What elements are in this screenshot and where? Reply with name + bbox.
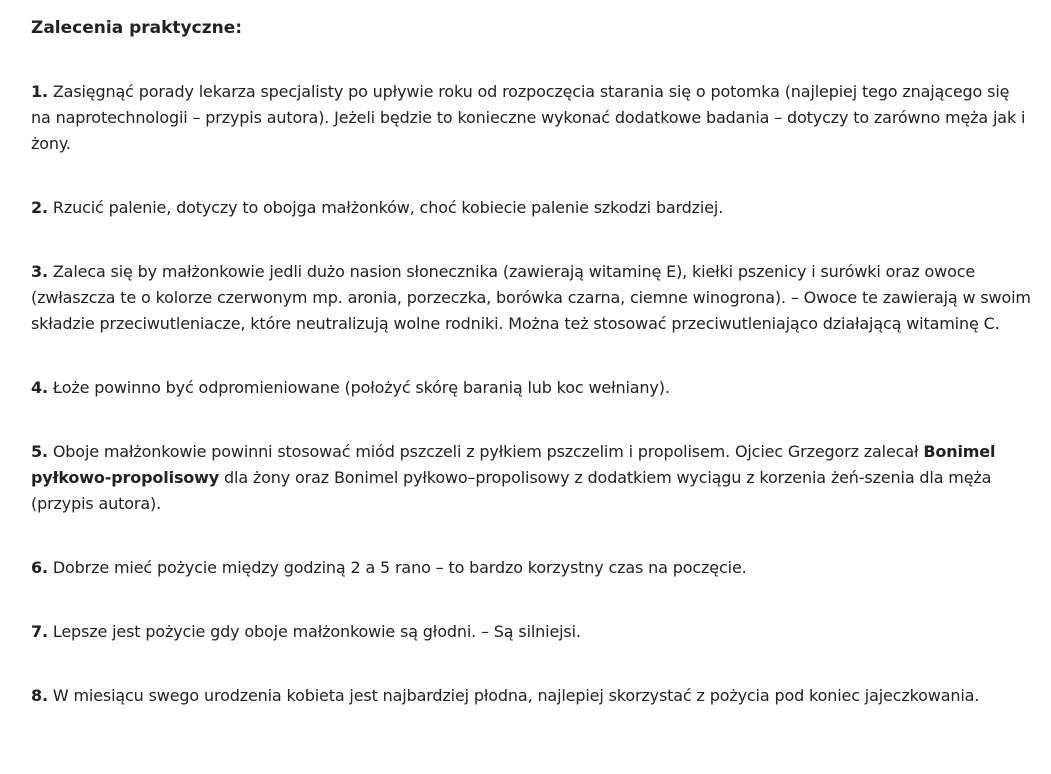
item-text: Rzucić palenie, dotyczy to obojga małżonków, choć kobiecie palenie szkodzi bardziej.	[47, 198, 724, 217]
item-text-after: dla żony oraz Bonimel pyłkowo–propolisowy z dodatkiem wyciągu z korzenia żeń-szenia dla męża (przypis autora).	[31, 468, 992, 513]
item-number: 2.	[31, 198, 48, 217]
item-number: 6.	[31, 558, 48, 577]
product-name-bold: Bonimel pyłkowo-propolisowy	[31, 442, 996, 487]
list-item	[31, 259, 1031, 337]
list-item	[31, 195, 1031, 221]
item-text: Lepsze jest pożycie gdy oboje małżonkowie są głodni. – Są silniejsi.	[47, 622, 581, 641]
list-item	[31, 555, 1031, 581]
item-number: 3.	[31, 262, 48, 281]
item-text: Zaleca się by małżonkowie jedli dużo nasion słonecznika (zawierają witaminę E), kiełki pszenicy i surówki oraz owoce (zwłaszcza te o kolorze czerwonym mp. aronia, porzeczka, borówka czarna, ciemne winogrona). – Owoce te zawierają w swoim składzie przeciwutleniacze, które neutralizują wolne rodniki. Można też stosować przeciwutleniająco działającą witaminę C.	[31, 262, 1031, 333]
item-text-before: Oboje małżonkowie powinni stosować miód pszczeli z pyłkiem pszczelim i propolisem. Ojciec Grzegorz zalecał	[47, 442, 924, 461]
list-item	[31, 683, 1031, 709]
item-text: Łoże powinno być odpromieniowane (położyć skórę baranią lub koc wełniany).	[47, 378, 670, 397]
list-item	[31, 439, 1031, 517]
item-number: 7.	[31, 622, 48, 641]
item-number: 4.	[31, 378, 48, 397]
list-item	[31, 79, 1031, 157]
item-text: Dobrze mieć pożycie między godziną 2 a 5 rano – to bardzo korzystny czas na poczęcie.	[47, 558, 747, 577]
item-text: Zasięgnąć porady lekarza specjalisty po upływie roku od rozpoczęcia starania się o potomka (najlepiej tego znającego się na naprotechnologii – przypis autora). Jeżeli będzie to konieczne wykonać dodatkowe badania – dotyczy to zarówno męża jak i żony.	[31, 82, 1026, 153]
item-number: 8.	[31, 686, 48, 705]
section-heading: Zalecenia praktyczne:	[31, 18, 243, 38]
item-text: W miesiącu swego urodzenia kobieta jest najbardziej płodna, najlepiej skorzystać z pożycia pod koniec jajeczkowania.	[47, 686, 980, 705]
list-item	[31, 375, 1031, 401]
item-number: 5.	[31, 442, 48, 461]
list-item	[31, 619, 1031, 645]
item-number: 1.	[31, 82, 48, 101]
